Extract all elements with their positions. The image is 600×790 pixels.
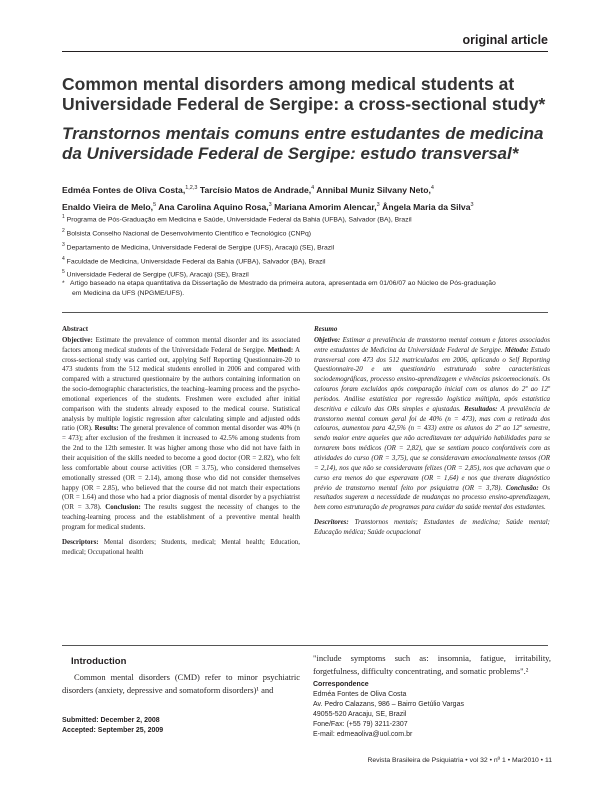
journal-footer: Revista Brasileira de Psiquiatria • vol 32 • nº 1 • Mar2010 • 11 (367, 757, 552, 764)
abstract-conclusion: The results suggest the necessity of changes to the teaching-learning process and the establishment of a preventive mental health program for medical students. (62, 503, 300, 531)
resumo-conclusion: Os resultados sugerem a necessidade de mudanças no processo ensino-aprendizagem, bem como estruturação de programas para cuidar da saúde mental dos estudantes. (314, 483, 551, 512)
affiliation (62, 212, 552, 226)
affiliation-text: Departamento de Medicina, Universidade Federal de Sergipe (UFS), Aracajú (SE), Brazil (66, 243, 335, 251)
abstract-objective: Estimate the prevalence of common mental disorder and its associated factors among medical students of the Universidade Federal de Sergipe. (62, 335, 300, 354)
descriptors-text: Mental disorders; Students, medical; Mental health; Education, medical; Occupational health (62, 537, 301, 556)
author: Ana Carolina Aquino Rosa, (158, 201, 269, 212)
resumo-heading: Resumo (314, 325, 338, 333)
abstract-results: The general prevalence of common mental disorder was 40% (n = 473); after exclusion of the freshmen it increased to 42.5% among students from the 2nd to the 12th semester. It was higher among those who did not have faith in their acquisition of the skills needed to become a good doctor (OR = 2.82), who felt less comfortable about course activities (OR = 3.75), who considered themselves emotionally stressed (OR = 2.14), among those who did not consider themselves happy (OR = 2.85), who believed that the course did not match their expectations (OR = 1.64) and those who had a prior diagnosis of mental disorder by a psychiatrist (OR = 3.78). (62, 424, 301, 512)
abstract-heading: Abstract (62, 325, 89, 333)
abstract-descriptors (62, 538, 300, 558)
footnote-marker: * (62, 280, 65, 287)
title-english: Common mental disorders among medical students at Universidade Federal de Sergipe: a cross-sectional study* (62, 74, 546, 114)
resumo-conclusion-label: Conclusão: (505, 483, 539, 492)
author-affil-ref: 4 (311, 185, 315, 191)
introduction-text-left: Common mental disorders (CMD) refer to minor psychiatric disorders (anxiety, depressive and somatoform disorders)¹ and (62, 672, 300, 695)
abstract-method-label: Method: (267, 345, 294, 354)
abstract-english (62, 325, 300, 557)
resumo-results-label: Resultados: (463, 404, 498, 413)
author: Enaldo Vieira de Melo, (62, 201, 154, 212)
affiliation-text: Programa de Pós-Graduação em Medicina e Saúde, Universidade Federal da Bahia (UFBA), Salvador (BA), Brazil (66, 216, 412, 224)
abstract-method: A cross-sectional study was carried out, applying Self Reporting Questionnaire-20 to 473 students from the 512 medical students enrolled in 2006 and compared with compared with a structured questionnaire by the authors containing information on the socio-demographic characteristics, the teaching–learning process and the psycho-emotional experiences of the students. Freshmen were excluded after initial comparison with the students already exposed to the medical course. Statistical analysis by multiple logistic regression after calculating simple and adjusted odds ratio (OR). (62, 345, 300, 433)
resumo-method-label: Método: (504, 345, 529, 354)
author-affil-ref: 5 (153, 201, 157, 208)
abstract-portuguese (314, 325, 550, 538)
affiliation-text: Universidade Federal de Sergipe (UFS), Aracajú (SE), Brazil (66, 271, 249, 279)
affiliation-number: 3 (62, 241, 65, 248)
submission-dates (62, 716, 163, 736)
resumo-results: A prevalência de transtorno mental comum geral foi de 40% (n = 473), mas com a retirada dos calouros, aumentou para 42,5% (n = 433) entre os alunos do 2º ao 12º semestre, sendo maior entre aqueles que não acreditavam ter adquirido habilidades para se tornarem bons médicos (OR = 2,82), que se sentiam pouco confortáveis com as atividades do curso (OR = 3,75), que se consideravam emocionalmente tensos (OR = 2,14), nos que não se consideravam felizes (OR = 2,85), nos que achavam que o curso era menos do que esperavam (OR = 1,64) e nos que tiveram diagnóstico prévio de transtorno mental feito por psiquiatra (OR = 3,78). (314, 404, 551, 492)
descritores-text: Transtornos mentais; Estudantes de medicina; Saúde mental; Educação médica; Saúde ocupacional (314, 518, 550, 536)
correspondence-heading: Correspondence (313, 681, 369, 688)
author-list (62, 181, 554, 215)
resumo-method: Estudo transversal com 473 dos 512 matriculados em 2006, aplicando o Self Reporting Questionnaire-20 e um questionário estruturado sobre características sociodemográficas, processo ensino-aprendizagem e vivências psicoemocionais. Os calouros foram excluídos após comparação inicial com os alunos do 2º ao 12º períodos. Análise estatística por regressão logística múltipla, após estatística descritiva e cálculo das ORs simples e ajustadas. (314, 345, 551, 413)
article-footnote (62, 279, 552, 299)
affiliation (62, 226, 552, 240)
author: Mariana Amorim Alencar, (274, 201, 377, 212)
abstract-objective-label: Objective: (62, 335, 93, 344)
affiliation (62, 254, 552, 268)
section-divider (62, 51, 548, 52)
author: Ângela Maria da Silva (382, 201, 471, 212)
abstract-results-label: Results: (94, 424, 119, 433)
abstract-bottom-rule (62, 645, 548, 646)
affiliation-text: Faculdade de Medicina, Universidade Federal da Bahia (UFBA), Salvador (BA), Brazil (66, 257, 326, 265)
author-affil-ref: 4 (430, 185, 434, 191)
author: Annibal Muniz Silvany Neto, (316, 184, 431, 195)
title-portuguese: Transtornos mentais comuns entre estudantes de medicina da Universidade Federal de Sergipe: estudo transversal* (62, 124, 544, 163)
accepted-date: Accepted: September 25, 2009 (62, 727, 164, 734)
resumo-objective: Estimar a prevalência de transtorno mental comum e fatores associados entre estudantes de Medicina da Universidade Federal de Sergipe. (314, 335, 550, 354)
correspondence-line: Edméa Fontes de Oliva Costa (313, 691, 407, 698)
footnote-line: Artigo baseado na etapa quantitativa da Dissertação de Mestrado da primeira autora, apresentada em 01/06/07 ao Núcleo de Pós-graduação (70, 280, 496, 287)
introduction-text-right: "include symptoms such as: insomnia, fatigue, irritability, forgetfulness, difficulty concentrating, and somatic problems".² (313, 653, 551, 676)
correspondence-line: Fone/Fax: (+55 79) 3211-2307 (313, 721, 408, 728)
descriptors-label: Descriptors: (62, 537, 99, 546)
correspondence-line: Av. Pedro Calazans, 986 – Bairro Getúlio Vargas (313, 701, 464, 708)
author-affil-ref: 1,2,3 (185, 185, 198, 191)
correspondence-block (313, 680, 464, 740)
introduction-heading: Introduction (71, 656, 127, 667)
author: Tarcísio Matos de Andrade, (199, 184, 312, 195)
abstract-conclusion-label: Conclusion: (105, 503, 141, 512)
author-affil-ref: 3 (470, 201, 474, 208)
author-affil-ref: 3 (268, 201, 272, 208)
correspondence-line: 49055-520 Aracaju, SE, Brazil (313, 711, 407, 718)
affiliation-number: 5 (62, 269, 65, 276)
resumo-objective-label: Objetivo: (314, 335, 341, 344)
section-label: original article (462, 33, 548, 47)
submitted-date: Submitted: December 2, 2008 (62, 717, 160, 724)
affiliation-number: 2 (62, 227, 65, 234)
affiliation (62, 240, 552, 254)
affiliation-number: 1 (62, 214, 65, 220)
resumo-body (314, 336, 550, 513)
author: Edméa Fontes de Oliva Costa, (62, 184, 186, 195)
affiliation-text: Bolsista Conselho Nacional de Desenvolvimento Científico e Tecnológico (CNPq) (66, 230, 311, 238)
affiliation-number: 4 (62, 255, 65, 262)
affiliation-list (62, 212, 552, 281)
descritores-label: Descritores: (314, 518, 349, 527)
abstract-top-rule (62, 312, 548, 313)
author-affil-ref: 3 (376, 201, 380, 208)
correspondence-email: E-mail: edmeaoliva@uol.com.br (313, 731, 413, 738)
resumo-descriptors (314, 518, 550, 538)
abstract-body (62, 336, 300, 533)
footnote-line: em Medicina da UFS (NPGME/UFS). (72, 290, 185, 297)
